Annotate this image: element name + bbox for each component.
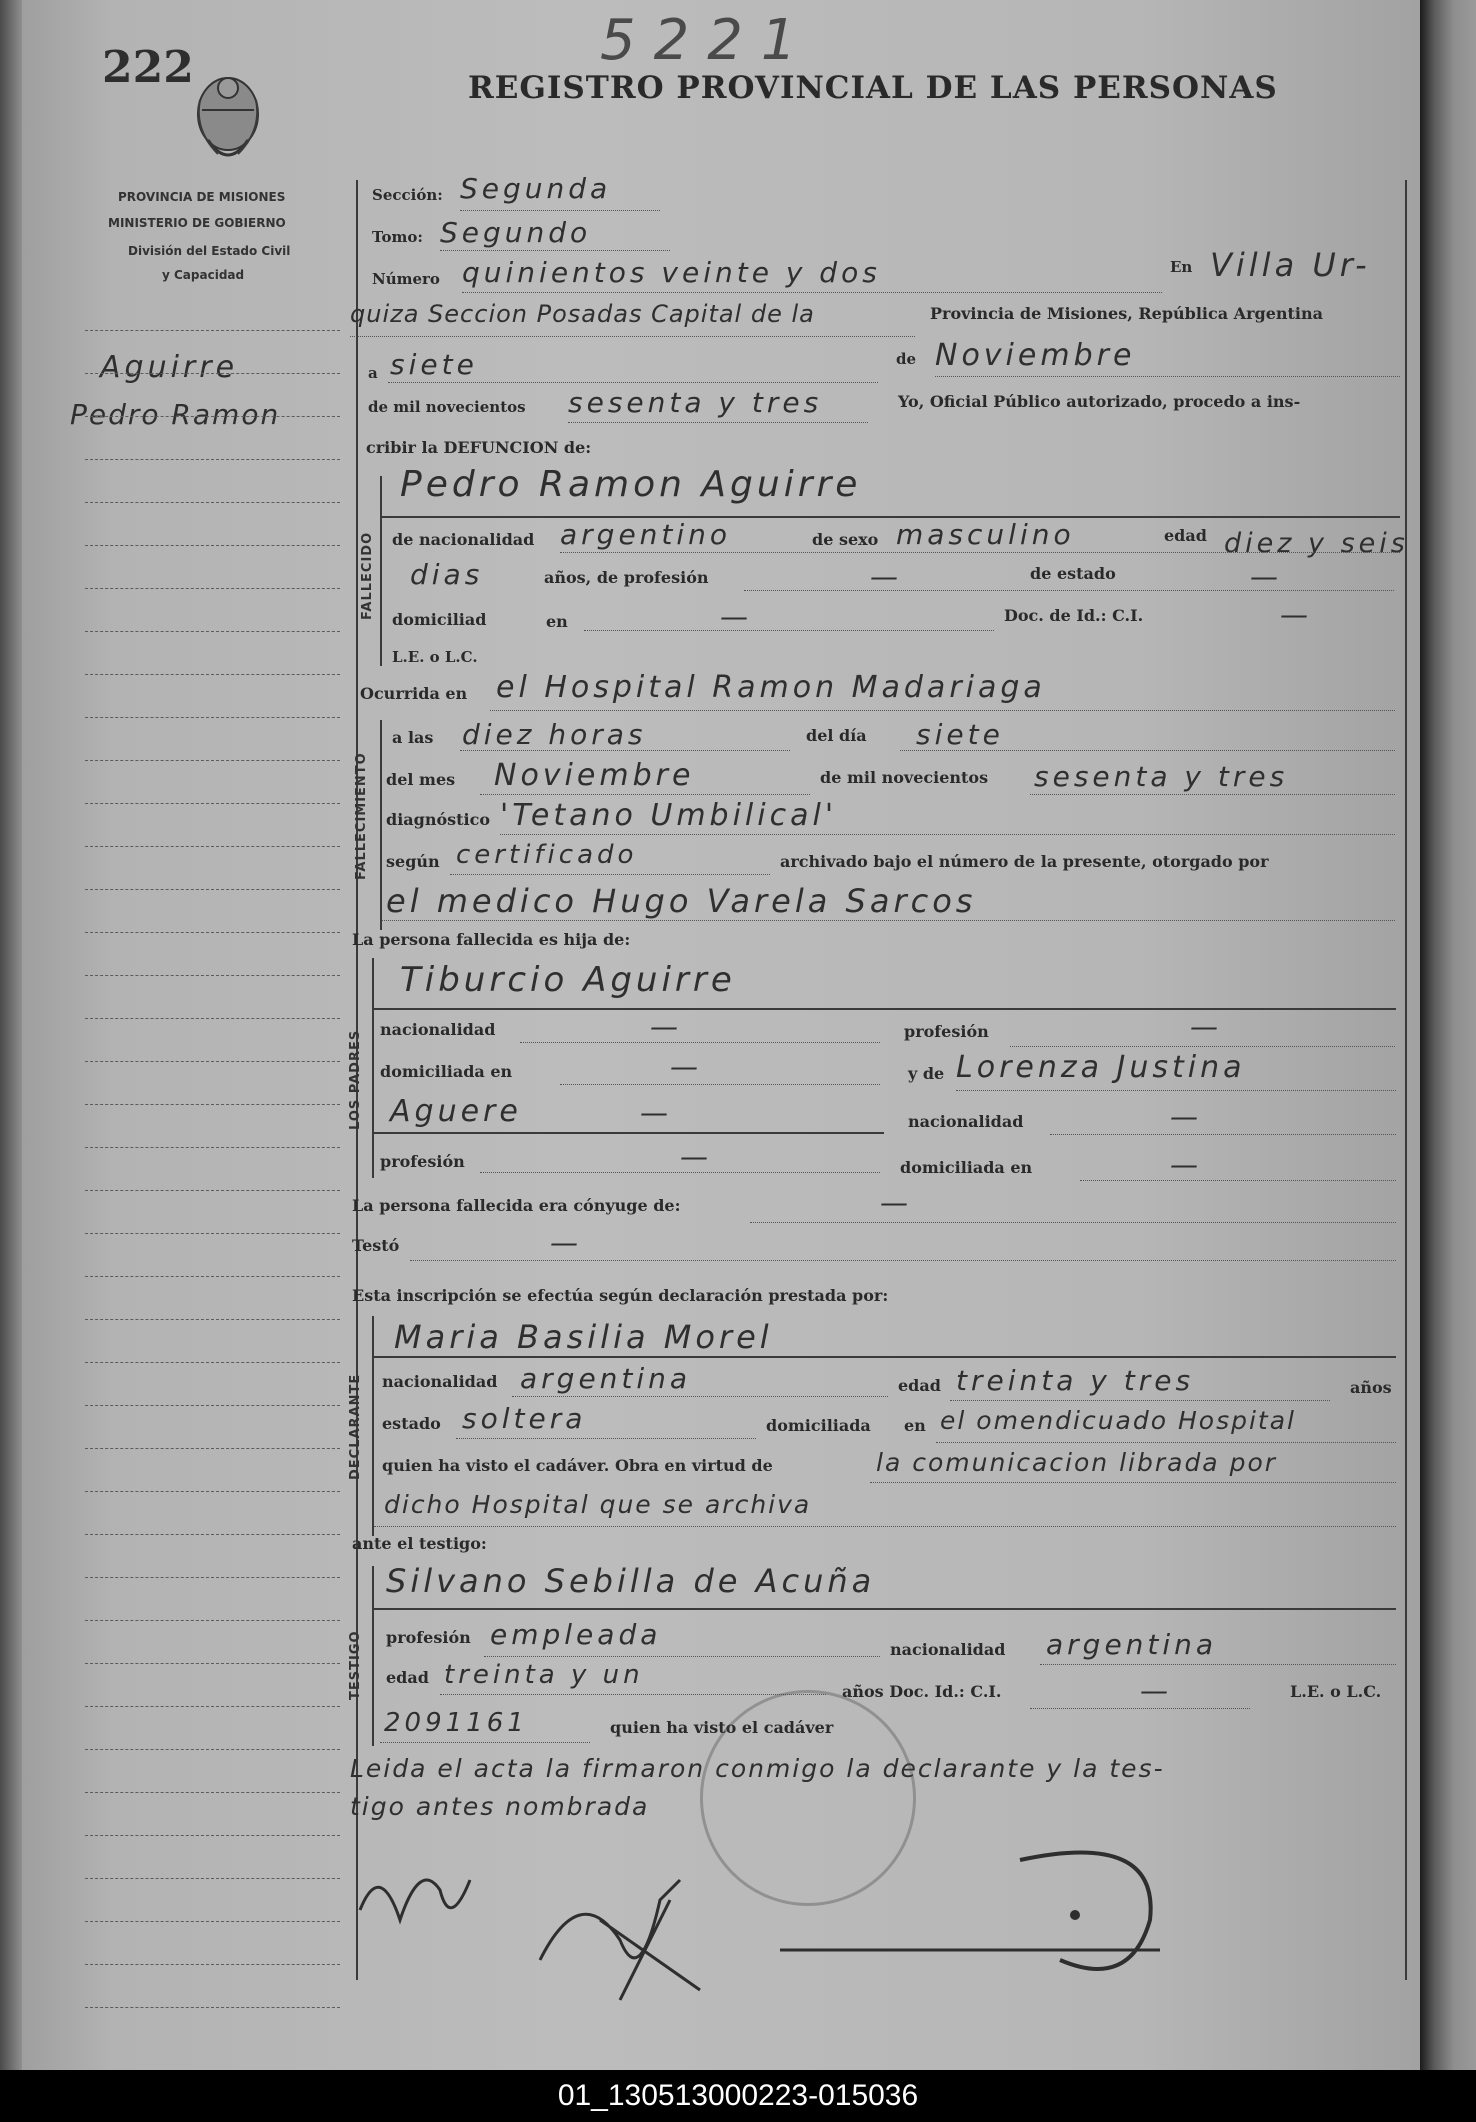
hora-label: a las (392, 728, 434, 747)
anio-label: de mil novecientos (820, 768, 989, 787)
mes-value: Noviembre (494, 758, 695, 793)
declarante-estado-label: estado (382, 1414, 441, 1433)
hora-value: diez horas (462, 718, 647, 751)
org-line-4: y Capacidad (162, 268, 245, 282)
dia-label: del día (806, 726, 867, 745)
testigo-intro: ante el testigo: (352, 1534, 487, 1553)
year-label: de mil novecientos (368, 398, 526, 416)
en-label: En (1170, 258, 1193, 276)
testigo-edad-label: edad (386, 1668, 429, 1687)
fallecido-doc: — (1280, 598, 1312, 631)
org-line-3: División del Estado Civil (128, 244, 291, 258)
seccion-value: Segunda (460, 172, 612, 205)
tomo-value: Segundo (440, 216, 592, 249)
margin-rule (85, 846, 340, 847)
margin-rule (85, 1147, 340, 1148)
padre-domicilio: — (670, 1050, 702, 1083)
sexo-label: de sexo (812, 530, 879, 549)
file-id-bar: 01_130513000223-015036 (0, 2070, 1476, 2122)
margin-rule (85, 1577, 340, 1578)
margin-rule (85, 1534, 340, 1535)
conyuge-label: La persona fallecida era cónyuge de: (352, 1196, 681, 1215)
margin-rule (85, 889, 340, 890)
declarante-nacionalidad: argentina (520, 1362, 692, 1395)
margin-rule (85, 975, 340, 976)
padre-profesion: — (1190, 1010, 1222, 1043)
margin-rule (85, 330, 340, 331)
conyuge-value: — (880, 1186, 912, 1219)
margin-rule (85, 545, 340, 546)
anio-value: sesenta y tres (1034, 760, 1289, 793)
testigo-doc: — (1140, 1674, 1172, 1707)
padre-nacionalidad: — (650, 1010, 682, 1043)
padre-nacionalidad-label: nacionalidad (380, 1020, 496, 1039)
domiciliado-label: domiciliad (392, 610, 487, 629)
edad-value: diez y seis (1224, 528, 1409, 559)
madre-profesion-label: profesión (380, 1152, 465, 1171)
margin-rule (85, 373, 340, 374)
declarante-section-label: DECLARANTE (348, 1373, 363, 1480)
domicilio-en-label: en (546, 612, 568, 631)
testigo-cadaver-text: quien ha visto el cadáver (610, 1718, 834, 1737)
margin-rule (85, 717, 340, 718)
madre-domicilio-label: domiciliada en (900, 1158, 1033, 1177)
tomo-label: Tomo: (372, 228, 423, 246)
margin-rule (85, 1491, 340, 1492)
le-label: L.E. o L.C. (392, 648, 478, 666)
declarante-domicilio: el omendicuado Hospital (940, 1406, 1296, 1435)
margin-rule (85, 1749, 340, 1750)
testigo-profesion: empleada (490, 1618, 662, 1651)
deceased-name: Pedro Ramon Aguirre (400, 464, 862, 505)
segun-label: según (386, 852, 440, 871)
estado-label: de estado (1030, 564, 1116, 583)
medico-value: el medico Hugo Varela Sarcos (386, 882, 977, 920)
obra-value: la comunicacion librada por (876, 1448, 1278, 1477)
testigo-edad: treinta y un (444, 1660, 644, 1690)
madre-domicilio: — (1170, 1148, 1202, 1181)
testigo-le-value: 2091161 (384, 1708, 528, 1738)
signatures (340, 1820, 1240, 2040)
page-title: REGISTRO PROVINCIAL DE LAS PERSONAS (468, 70, 1278, 106)
org-line-1: PROVINCIA DE MISIONES (118, 190, 286, 204)
margin-rule (85, 932, 340, 933)
declarante-estado: soltera (462, 1402, 587, 1435)
declarante-en-label: en (904, 1416, 926, 1435)
margin-rule (85, 1706, 340, 1707)
margin-rule (85, 1921, 340, 1922)
margin-rule (85, 631, 340, 632)
margin-rule (85, 1878, 340, 1879)
padres-section-label: LOS PADRES (348, 1029, 363, 1130)
record-number: 5221 (600, 8, 815, 73)
numero-value: quinientos veinte y dos (462, 256, 881, 289)
dia-value: siete (916, 718, 1004, 751)
margin-rule (85, 2007, 340, 2008)
margin-rule (85, 1104, 340, 1105)
fallecido-profesion: — (870, 560, 902, 593)
declarante-anios-label: años (1350, 1378, 1392, 1397)
year-value: sesenta y tres (568, 386, 823, 419)
madre-profesion: — (680, 1140, 712, 1173)
fallecimiento-section-label: FALLECIMIENTO (354, 752, 369, 880)
place-continuation: quiza Seccion Posadas Capital de la (350, 300, 815, 328)
testigo-doc-label: años Doc. Id.: C.I. (842, 1682, 1002, 1701)
margin-rule (85, 1964, 340, 1965)
declarante-edad: treinta y tres (956, 1364, 1195, 1397)
page-number: 222 (102, 42, 194, 93)
diagnostico-value: 'Tetano Umbilical' (500, 798, 838, 833)
fallecido-domicilio: — (720, 600, 752, 633)
edad-unit: dias (410, 558, 484, 591)
father-name: Tiburcio Aguirre (400, 960, 736, 1000)
testigo-section-label: TESTIGO (348, 1630, 363, 1700)
margin-rule (85, 1276, 340, 1277)
month-value: Noviembre (935, 338, 1136, 373)
mes-label: del mes (386, 770, 456, 789)
declarante-nacionalidad-label: nacionalidad (382, 1372, 498, 1391)
mother-name-2: Aguere (390, 1094, 522, 1129)
ocurrida-value: el Hospital Ramon Madariaga (496, 670, 1046, 705)
margin-rule (85, 1620, 340, 1621)
closing-line-2: tigo antes nombrada (350, 1792, 650, 1821)
margin-rule (85, 1319, 340, 1320)
closing-line-1: Leida el acta la firmaron conmigo la declarante y la tes- (350, 1754, 1165, 1783)
province-text: Provincia de Misiones, República Argentina (930, 304, 1323, 323)
facing-page-edge (1420, 0, 1476, 2070)
inscribir-text: cribir la DEFUNCION de: (366, 438, 592, 457)
margin-rule (85, 1792, 340, 1793)
margin-rule (85, 1233, 340, 1234)
testigo-nacionalidad: argentina (1046, 1628, 1218, 1661)
testigo-le-label: L.E. o L.C. (1290, 1682, 1382, 1701)
declarant-name: Maria Basilia Morel (394, 1318, 773, 1356)
diagnostico-label: diagnóstico (386, 810, 491, 829)
fallecido-section-label: FALLECIDO (360, 531, 375, 620)
archivado-text: archivado bajo el número de la presente, otorgado por (780, 852, 1269, 871)
margin-rule (85, 1190, 340, 1191)
margin-rule (85, 1448, 340, 1449)
margin-rule (85, 1405, 340, 1406)
testigo-nacionalidad-label: nacionalidad (890, 1640, 1006, 1659)
mother-name-1: Lorenza Justina (956, 1050, 1246, 1085)
org-line-2: MINISTERIO DE GOBIERNO (108, 216, 286, 230)
margin-rule (85, 459, 340, 460)
testo-value: — (550, 1226, 582, 1259)
de-label: de (896, 350, 917, 368)
margin-rule (85, 674, 340, 675)
padre-domicilio-label: domiciliada en (380, 1062, 513, 1081)
en-value: Villa Ur- (1210, 246, 1371, 284)
margin-rule (85, 1362, 340, 1363)
day-value: siete (390, 348, 478, 381)
obra-value-2: dicho Hospital que se archiva (384, 1490, 812, 1519)
madre-nacionalidad: — (1170, 1100, 1202, 1133)
form-right-border (1405, 180, 1407, 1980)
madre-nacionalidad-label: nacionalidad (908, 1112, 1024, 1131)
fallecido-estado: — (1250, 560, 1282, 593)
fallecido-nacionalidad-label: de nacionalidad (392, 530, 535, 549)
edad-label: edad (1164, 526, 1207, 545)
margin-rule (85, 1018, 340, 1019)
numero-label: Número (372, 270, 440, 288)
anios-profesion-label: años, de profesión (544, 568, 709, 587)
testo-label: Testó (352, 1236, 400, 1255)
sexo-value: masculino (896, 518, 1075, 551)
margin-surname: Aguirre (100, 350, 239, 385)
margin-rule (85, 760, 340, 761)
doc-label: Doc. de Id.: C.I. (1004, 606, 1144, 625)
a-label: a (368, 364, 378, 382)
margin-rule (85, 1835, 340, 1836)
declarante-edad-label: edad (898, 1376, 941, 1395)
seccion-label: Sección: (372, 186, 443, 204)
margin-rule (85, 416, 340, 417)
margin-rule (85, 1663, 340, 1664)
official-text: Yo, Oficial Público autorizado, procedo a ins- (898, 392, 1301, 411)
padre-profesion-label: profesión (904, 1022, 989, 1041)
segun-value: certificado (456, 840, 638, 870)
ocurrida-label: Ocurrida en (360, 684, 468, 703)
margin-rule (85, 1061, 340, 1062)
y-de-label: y de (908, 1064, 945, 1083)
margin-rule (85, 803, 340, 804)
mother-name-dash: — (640, 1096, 672, 1129)
book-spine (0, 0, 22, 2070)
margin-given-name: Pedro Ramon (70, 398, 281, 431)
declarante-domiciliada-label: domiciliada (766, 1416, 871, 1435)
margin-rule (85, 502, 340, 503)
witness-name: Silvano Sebilla de Acuña (386, 1562, 876, 1600)
testigo-profesion-label: profesión (386, 1628, 471, 1647)
cadaver-obra-text: quien ha visto el cadáver. Obra en virtud de (382, 1456, 773, 1475)
fallecido-nacionalidad: argentino (560, 518, 732, 551)
margin-rule (85, 588, 340, 589)
padres-intro: La persona fallecida es hija de: (352, 930, 631, 949)
declarante-intro: Esta inscripción se efectúa según declaración prestada por: (352, 1286, 889, 1305)
coat-of-arms-seal (188, 70, 268, 182)
